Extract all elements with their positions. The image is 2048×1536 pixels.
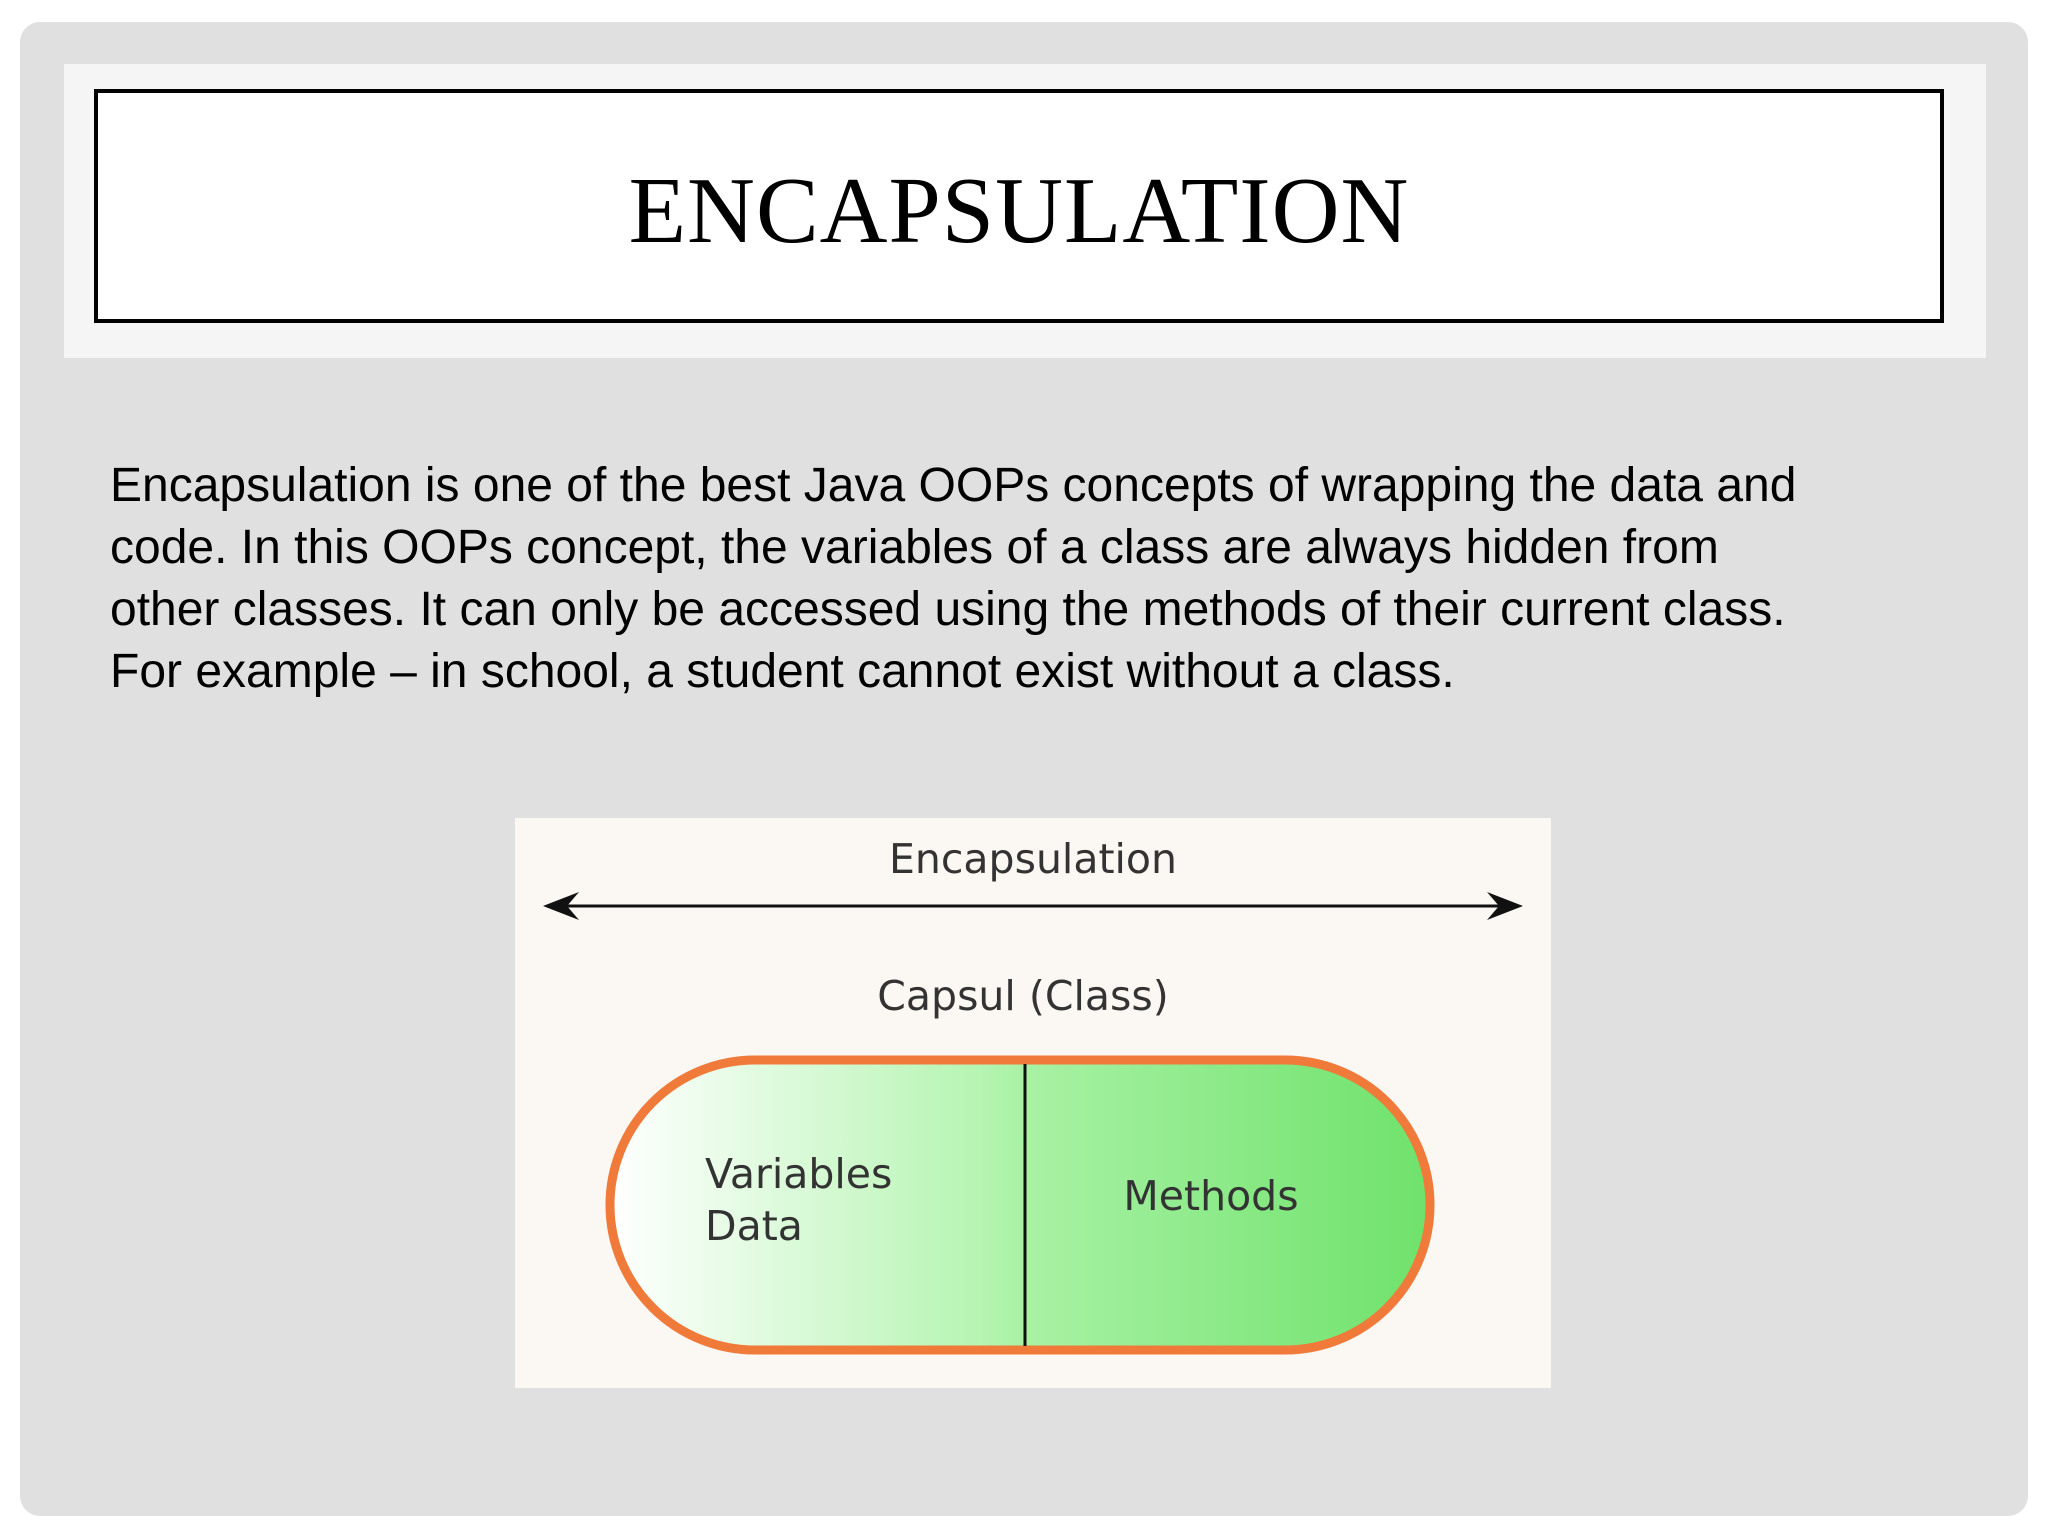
paragraph-line: For example – in school, a student cannot exist without a class. <box>110 645 1455 698</box>
encapsulation-arrow-label: Encapsulation <box>889 835 1177 883</box>
body-paragraph <box>110 455 1990 703</box>
diagram-canvas <box>515 818 1551 1388</box>
slide-title: ENCAPSULATION <box>628 159 1410 263</box>
paragraph-line: code. In this OOPs concept, the variables of a class are always hidden from <box>110 521 1719 574</box>
double-headed-arrow <box>543 892 1523 920</box>
encapsulation-diagram <box>515 818 1551 1388</box>
paragraph-line: other classes. It can only be accessed using the methods of their current class. <box>110 583 1786 636</box>
methods-label: Methods <box>1123 1172 1299 1220</box>
variables-label: Variables <box>705 1150 893 1198</box>
capsule-class-label: Capsul (Class) <box>877 972 1169 1020</box>
data-label: Data <box>705 1202 803 1250</box>
title-box <box>94 89 1944 323</box>
paragraph-line: Encapsulation is one of the best Java OOPs concepts of wrapping the data and <box>110 459 1797 512</box>
